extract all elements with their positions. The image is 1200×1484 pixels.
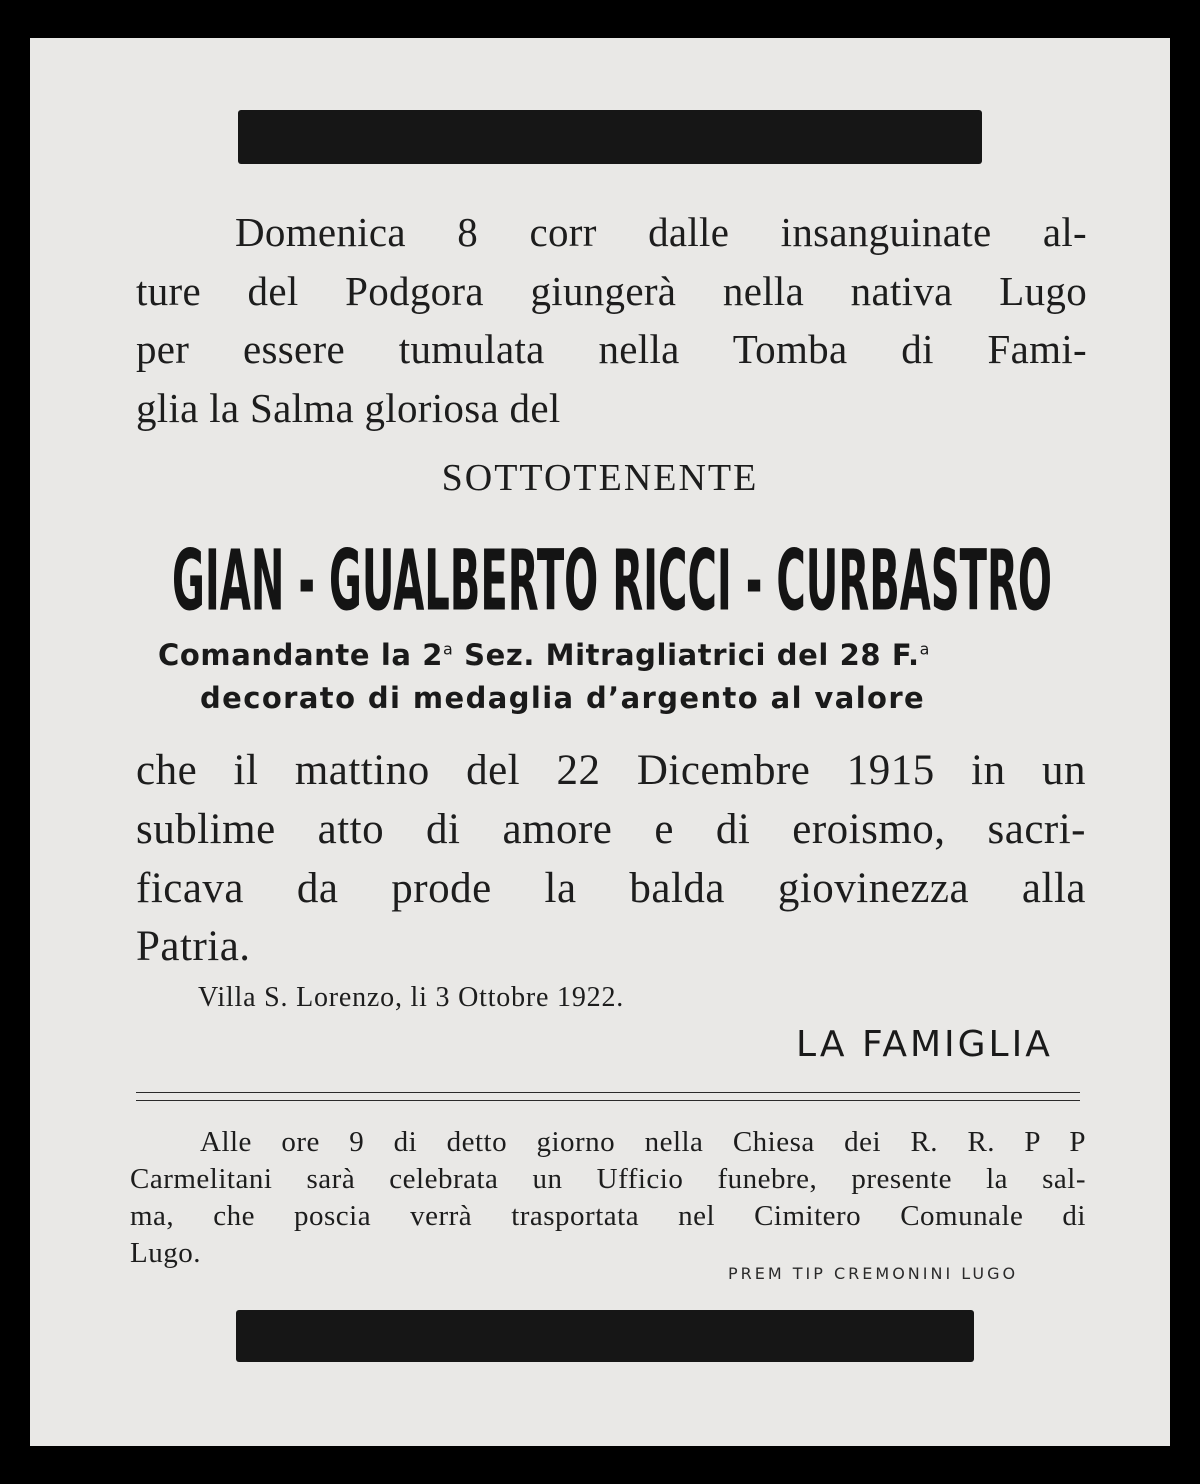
- intro-line-2: ture del Podgora giungerà nella nativa Lugo: [136, 268, 1087, 314]
- mourning-bar-top: [238, 110, 982, 164]
- deceased-name-text: GIAN - GUALBERTO RICCI - CURBASTRO: [172, 531, 1052, 630]
- body-line-3: ficava da prode la balda giovinezza alla: [136, 865, 1086, 912]
- command-middle: Sez. Mitragliatrici del 28 F.: [453, 638, 920, 672]
- footer-line-2: Carmelitani sarà celebrata un Ufficio funebre, presente la sal-: [130, 1163, 1086, 1195]
- command-prefix: Comandante la 2: [158, 638, 444, 672]
- footer-line-3: ma, che poscia verrà trasportata nel Cimitero Comunale di: [130, 1200, 1086, 1232]
- divider-rule-upper: [136, 1092, 1080, 1093]
- intro-line-1: Domenica 8 corr dalle insanguinate al-: [235, 209, 1087, 255]
- place-date: Villa S. Lorenzo, li 3 Ottobre 1922.: [198, 982, 625, 1013]
- body-line-1: che il mattino del 22 Dicembre 1915 in un: [136, 747, 1086, 794]
- decoration-line: decorato di medaglia d’argento al valore: [200, 681, 926, 715]
- intro-line-3: per essere tumulata nella Tomba di Fami-: [136, 326, 1087, 372]
- rank-title: SOTTOTENENTE: [441, 457, 759, 499]
- command-superscript-1: a: [443, 639, 454, 659]
- intro-line-4: glia la Salma gloriosa del: [136, 385, 561, 431]
- body-line-2: sublime atto di amore e di eroismo, sacri-: [136, 806, 1086, 853]
- divider-rule-lower: [136, 1100, 1080, 1101]
- footer-line-1: Alle ore 9 di detto giorno nella Chiesa dei R. R. P P: [200, 1126, 1086, 1158]
- mourning-bar-bottom: [236, 1310, 974, 1362]
- body-line-4: Patria.: [136, 923, 251, 970]
- funeral-notice: [30, 38, 1170, 1446]
- signature: LA FAMIGLIA: [796, 1024, 1053, 1065]
- command-line: [158, 638, 930, 672]
- command-superscript-2: a: [919, 639, 930, 659]
- printer-credit: PREM TIP CREMONINI LUGO: [728, 1264, 1019, 1283]
- footer-line-4: Lugo.: [130, 1237, 201, 1269]
- deceased-name: [172, 518, 1052, 643]
